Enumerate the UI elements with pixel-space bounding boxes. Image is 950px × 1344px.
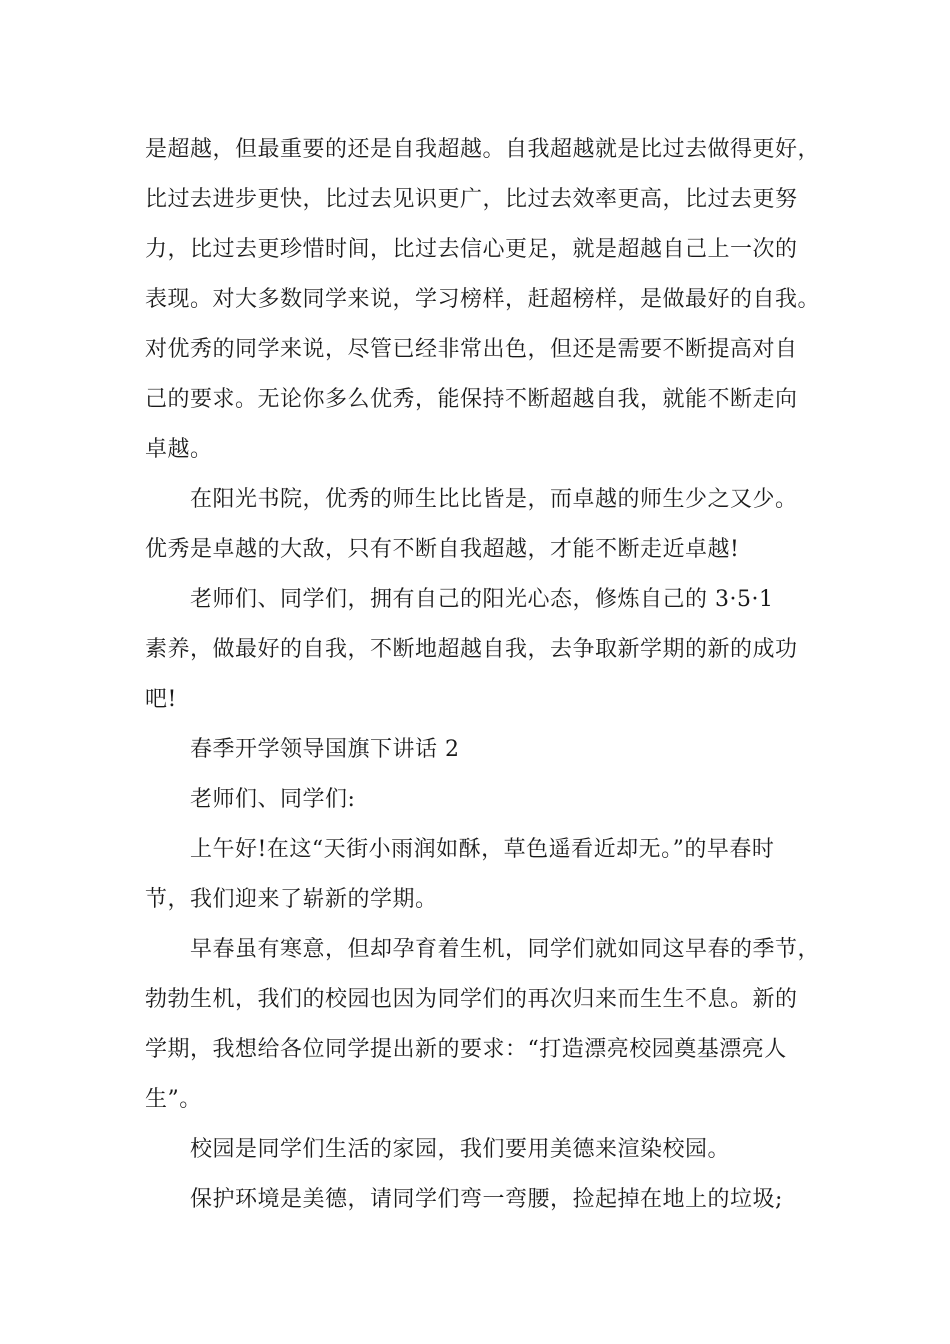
- text-line: 在阳光书院，优秀的师生比比皆是，而卓越的师生少之又少。: [190, 487, 798, 512]
- text-line: 卓越。: [145, 437, 213, 462]
- text-line: 吧!: [145, 687, 177, 712]
- text-line: 节，我们迎来了崭新的学期。: [145, 887, 438, 912]
- text-line: 表现。对大多数同学来说，学习榜样，赶超榜样，是做最好的自我。: [145, 287, 821, 312]
- section-heading: 春季开学领导国旗下讲话 2: [190, 737, 460, 762]
- text-line: 是超越，但最重要的还是自我超越。自我超越就是比过去做得更好，: [145, 137, 821, 162]
- text-line: 己的要求。无论你多么优秀，能保持不断超越自我，就能不断走向: [145, 387, 798, 412]
- salutation: 老师们、同学们:: [190, 787, 356, 812]
- text-line: 生”。: [145, 1087, 202, 1112]
- text-line: 校园是同学们生活的家园，我们要用美德来渲染校园。: [190, 1137, 731, 1162]
- text-line: 上午好!在这“天街小雨润如酥，草色遥看近却无。”的早春时: [190, 837, 775, 862]
- text-line: 比过去进步更快，比过去见识更广，比过去效率更高，比过去更努: [145, 187, 798, 212]
- text-line: 素养，做最好的自我，不断地超越自我，去争取新学期的新的成功: [145, 637, 798, 662]
- text-line: 对优秀的同学来说，尽管已经非常出色，但还是需要不断提高对自: [145, 337, 798, 362]
- text-line: 学期，我想给各位同学提出新的要求：“打造漂亮校园奠基漂亮人: [145, 1037, 787, 1062]
- text-line: 保护环境是美德，请同学们弯一弯腰，捡起掉在地上的垃圾;: [190, 1187, 783, 1212]
- text-line: 老师们、同学们，拥有自己的阳光心态，修炼自己的 3·5·1: [190, 587, 774, 612]
- text-line: 力，比过去更珍惜时间，比过去信心更足，就是超越自己上一次的: [145, 237, 798, 262]
- text-line: 勃勃生机，我们的校园也因为同学们的再次归来而生生不息。新的: [145, 987, 798, 1012]
- text-line: 早春虽有寒意，但却孕育着生机，同学们就如同这早春的季节，: [190, 937, 821, 962]
- text-line: 优秀是卓越的大敌，只有不断自我超越，才能不断走近卓越!: [145, 537, 740, 562]
